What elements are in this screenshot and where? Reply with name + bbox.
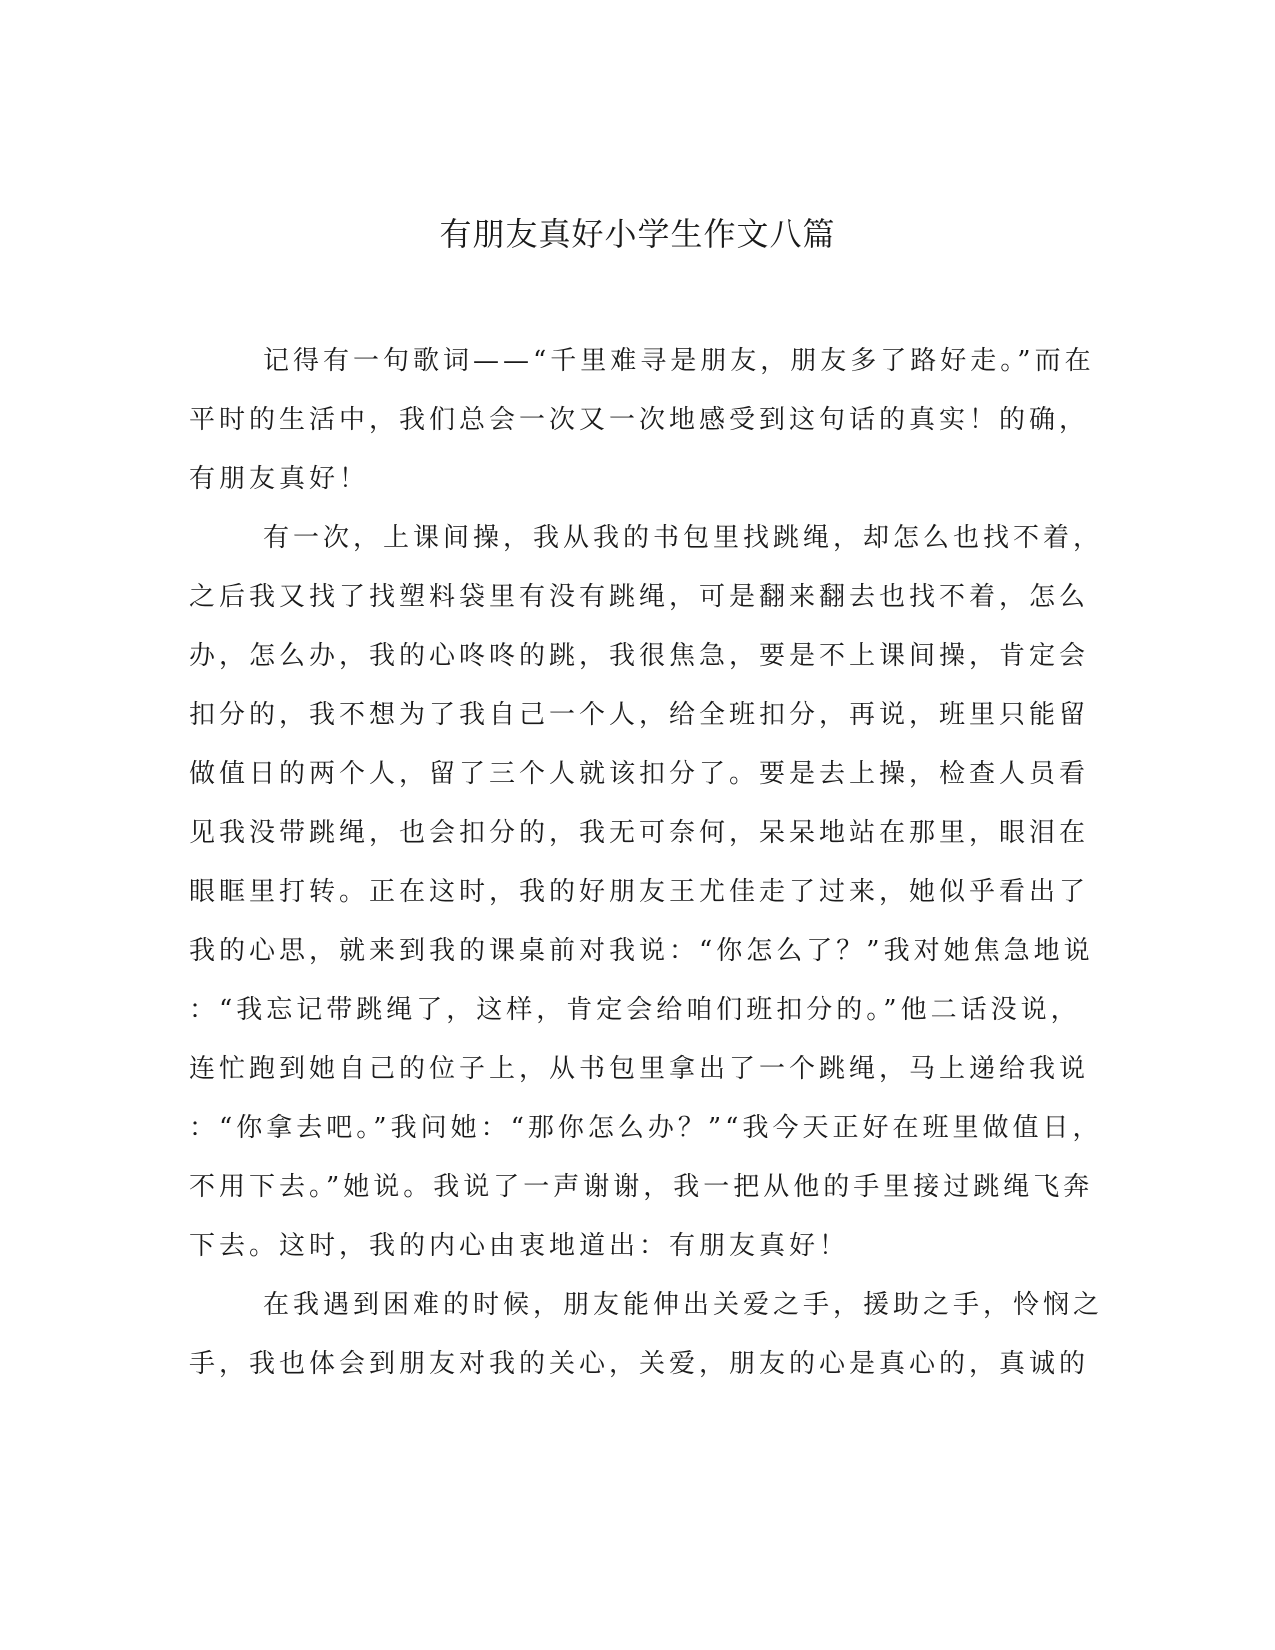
paragraph-2-line-4: 扣分的，我不想为了我自己一个人，给全班扣分，再说，班里只能留 [189, 700, 1090, 730]
document-title: 有朋友真好小学生作文八篇 [439, 215, 836, 253]
paragraph-1-line-2: 平时的生活中，我们总会一次又一次地感受到这句话的真实！的确， [189, 405, 1090, 435]
paragraph-3-line-2: 手，我也体会到朋友对我的关心，关爱，朋友的心是真心的，真诚的 [189, 1349, 1090, 1379]
paragraph-2-line-6: 见我没带跳绳，也会扣分的，我无可奈何，呆呆地站在那里，眼泪在 [189, 818, 1090, 848]
paragraph-2-line-3: 办，怎么办，我的心咚咚的跳，我很焦急，要是不上课间操，肯定会 [189, 641, 1090, 671]
paragraph-2-line-11: ：“你拿去吧。”我问她：“那你怎么办？”“我今天正好在班里做值日， [189, 1113, 1103, 1143]
paragraph-2-line-10: 连忙跑到她自己的位子上，从书包里拿出了一个跳绳，马上递给我说 [189, 1054, 1090, 1084]
paragraph-1-line-1: 记得有一句歌词——“千里难寻是朋友，朋友多了路好走。”而在 [263, 346, 1095, 376]
paragraph-2-line-12: 不用下去。”她说。我说了一声谢谢，我一把从他的手里接过跳绳飞奔 [189, 1172, 1094, 1202]
paragraph-3-line-1: 在我遇到困难的时候，朋友能伸出关爱之手，援助之手，怜悯之 [263, 1290, 1104, 1320]
paragraph-2-line-2: 之后我又找了找塑料袋里有没有跳绳，可是翻来翻去也找不着，怎么 [189, 582, 1090, 612]
paragraph-2-line-7: 眼眶里打转。正在这时，我的好朋友王尤佳走了过来，她似乎看出了 [189, 877, 1090, 907]
document-body [189, 332, 1104, 1394]
paragraph-2-line-1: 有一次，上课间操，我从我的书包里找跳绳，却怎么也找不着， [263, 523, 1104, 553]
paragraph-1-line-3: 有朋友真好！ [189, 464, 370, 494]
paragraph-2-line-13: 下去。这时，我的内心由衷地道出：有朋友真好！ [189, 1231, 850, 1261]
paragraph-2-line-9: ：“我忘记带跳绳了，这样，肯定会给咱们班扣分的。”他二话没说， [189, 995, 1081, 1025]
paragraph-2-line-5: 做值日的两个人，留了三个人就该扣分了。要是去上操，检查人员看 [189, 759, 1090, 789]
paragraph-2-line-8: 我的心思，就来到我的课桌前对我说：“你怎么了？”我对她焦急地说 [189, 936, 1094, 966]
